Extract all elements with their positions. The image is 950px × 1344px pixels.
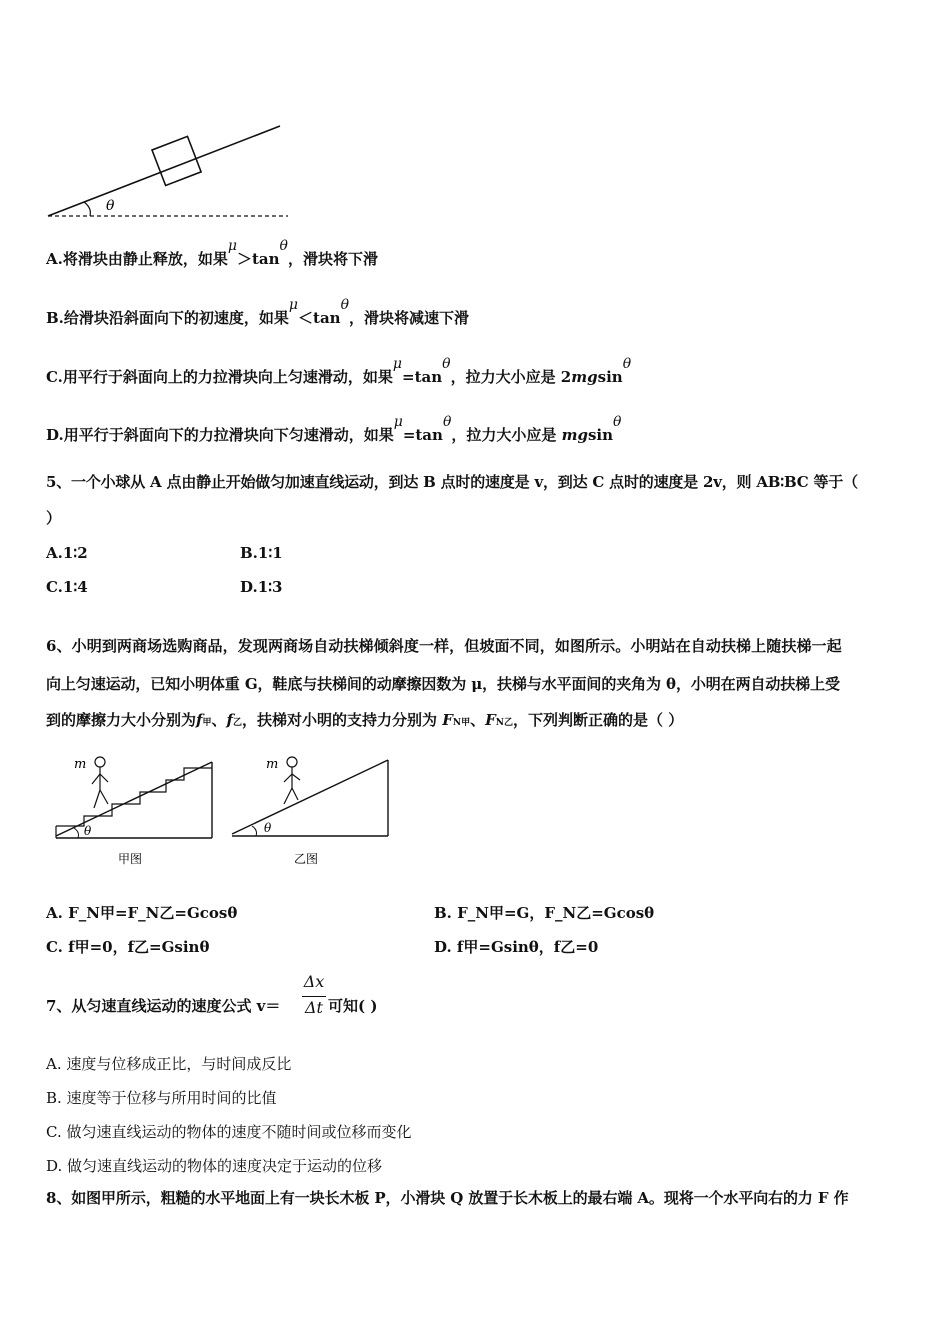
q8-stem: 8、如图甲所示，粗糙的水平地面上有一块长木板 P，小滑块 Q 放置于长木板上的最右端 A。现将一个水平向右的力 F 作 (46, 1189, 849, 1207)
q4-a-theta: θ (279, 238, 288, 254)
q6-option-d: D. f甲=Gsinθ，f乙=0 (434, 938, 599, 956)
q6-line3-b: ，扶梯对小明的支持力分别为 (241, 711, 443, 729)
q6-fn-jia-sub-n: N (452, 718, 462, 728)
q6-fn-yi: F (485, 711, 496, 729)
q5-option-b: B.1∶1 (240, 544, 283, 562)
q7-option-d: D. 做匀速直线运动的物体的速度决定于运动的位移 (46, 1157, 383, 1175)
q4-c-post: ，拉力大小应是 2 (450, 368, 572, 386)
stairs (56, 768, 212, 826)
q6-fn-yi-sub: 乙 (504, 718, 514, 728)
q6-stem-line3 (46, 710, 683, 733)
q6-line3-a: 到的摩擦力大小分别为 (46, 711, 197, 729)
q5-option-c: C.1∶4 (46, 578, 88, 596)
q6-fn-jia-sub: 甲 (461, 718, 471, 728)
q6-sub-jia: 甲 (202, 718, 212, 728)
q7-fraction-numerator: Δx (303, 972, 325, 991)
q4-c-mg: mg (571, 368, 598, 386)
q4-c-pre: C.用平行于斜面向上的力拉滑块向上匀速滑动，如果 (46, 368, 393, 386)
yi-theta: θ (264, 821, 272, 835)
jia-theta: θ (84, 824, 92, 838)
q4-b-mid: ＜tan (298, 309, 341, 327)
q6-stem-line2: 向上匀速运动，已知小明体重 G，鞋底与扶梯间的动摩擦因数为 μ，扶梯与水平面间的夹角为 θ，小明在两自动扶梯上受 (46, 675, 840, 693)
q4-a-mid: ＞tan (236, 250, 280, 268)
q4-c-theta: θ (442, 356, 451, 372)
q4-c-sin: sin (597, 368, 623, 386)
q4-d-theta: θ (442, 414, 452, 430)
jia-m: m (74, 757, 87, 772)
q4-b-theta: θ (340, 297, 350, 313)
q4-a-post: ，滑块将下滑 (287, 250, 378, 268)
q6-sep: 、 (211, 711, 227, 729)
q4-option-b (46, 297, 470, 329)
q6-fn-yi-sub-n: N (495, 718, 505, 728)
q4-option-d (46, 414, 622, 446)
q4-b-pre: B.给滑块沿斜面向下的初速度，如果 (46, 309, 289, 327)
q6-sub-yi: 乙 (232, 718, 242, 728)
q6-line3-c: ，下列判断正确的是（ ） (513, 711, 684, 729)
q4-a-pre: A.将滑块由静止释放，如果 (46, 250, 228, 268)
q7-option-a: A. 速度与位移成正比，与时间成反比 (46, 1055, 292, 1073)
escalator-figure-yi (226, 752, 396, 867)
q4-d-sin: sin (587, 426, 614, 444)
q7-fraction-denominator: Δt (305, 998, 323, 1017)
q5-option-a: A.1∶2 (46, 544, 88, 562)
q4-d-mg: mg (561, 426, 588, 444)
q4-d-post: ，拉力大小应是 (451, 426, 562, 444)
block (152, 136, 201, 185)
q7-stem-post: 可知( ) (328, 997, 378, 1015)
q6-sep2: 、 (470, 711, 486, 729)
q4-d-pre: D.用平行于斜面向下的力拉滑块向下匀速滑动，如果 (46, 426, 394, 444)
q7-option-c: C. 做匀速直线运动的物体的速度不随时间或位移而变化 (46, 1123, 412, 1141)
q5-option-d: D.1∶3 (240, 578, 283, 596)
incline-figure (40, 118, 300, 226)
q7-option-b: B. 速度等于位移与所用时间的比值 (46, 1089, 277, 1107)
q4-option-c (46, 356, 632, 388)
q6-option-b: B. F_N甲=G，F_N乙=Gcosθ (434, 904, 655, 922)
angle-label: θ (106, 198, 115, 214)
q4-d-theta2: θ (613, 414, 622, 430)
q4-c-mid: =tan (402, 368, 443, 386)
angle-arc (84, 202, 90, 216)
q7-stem-pre: 7、从匀速直线运动的速度公式 v＝ (46, 997, 281, 1015)
q7-fraction-bar (302, 996, 326, 997)
q6-option-a: A. F_N甲=F_N乙=Gcosθ (46, 904, 238, 922)
q4-option-a (46, 238, 378, 270)
yi-caption: 乙图 (294, 852, 319, 866)
yi-m: m (266, 757, 279, 772)
q4-b-post: ，滑块将减速下滑 (349, 309, 470, 327)
q5-stem-line2: ） (46, 509, 62, 527)
q4-d-mu: μ (393, 414, 403, 430)
q6-fn-jia: F (442, 711, 453, 729)
incline-surface (48, 126, 280, 216)
escalator-figure-jia (50, 752, 220, 867)
q6-f-yi: f (226, 711, 233, 729)
q4-d-mid: =tan (402, 426, 443, 444)
q5-stem-line1: 5、一个小球从 A 点由静止开始做匀加速直线运动，到达 B 点时的速度是 v，到达 C 点时的速度是 2v，则 AB∶BC 等于（ (46, 473, 858, 491)
jia-caption: 甲图 (118, 852, 143, 866)
q6-f-jia: f (196, 711, 203, 729)
q4-c-theta2: θ (622, 356, 632, 372)
q6-stem-line1: 6、小明到两商场选购商品，发现两商场自动扶梯倾斜度一样，但坡面不同，如图所示。小明站在自动扶梯上随扶梯一起 (46, 637, 842, 655)
q4-b-mu: μ (288, 297, 299, 313)
q4-c-mu: μ (392, 356, 403, 372)
person-jia (92, 757, 108, 808)
person-yi (284, 757, 300, 804)
q6-option-c: C. f甲=0，f乙=Gsinθ (46, 938, 210, 956)
q4-a-mu: μ (227, 238, 237, 254)
